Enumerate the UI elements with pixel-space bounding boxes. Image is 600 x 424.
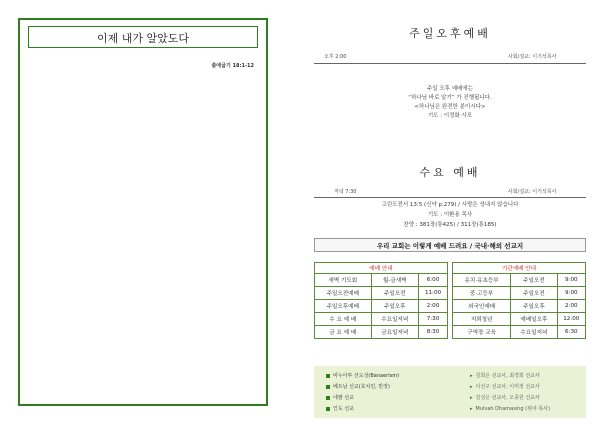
- wednesday-service-leader: 사회/설교: 이기석목사: [508, 189, 557, 195]
- sermon-paragraph: [30, 350, 258, 386]
- afternoon-line-2: “하나님 바로 알기” 가 진행됩니다.: [408, 95, 492, 101]
- mission-field-label: 베트남 선교(호치민, 반장): [333, 384, 390, 390]
- service-time: 2:00: [557, 300, 585, 313]
- mission-item: [320, 383, 586, 390]
- mission-field-label: 인도 선교: [333, 406, 354, 412]
- service-day: 예배일오후: [511, 313, 557, 326]
- service-time: 7:30: [419, 313, 448, 326]
- arrow-icon: ▸: [470, 406, 473, 412]
- arrow-icon: ▸: [470, 384, 473, 390]
- group-row: [453, 300, 586, 313]
- group-row: [453, 313, 586, 326]
- square-bullet-icon: [326, 407, 330, 411]
- mission-field: [326, 405, 354, 412]
- service-day: 주일오후: [371, 300, 418, 313]
- mission-field: [326, 372, 399, 379]
- service-time: 9:00: [557, 274, 585, 287]
- service-day: 주일오후: [511, 300, 557, 313]
- sermon-paragraph: [30, 278, 258, 310]
- service-name: 중·고등부: [453, 287, 511, 300]
- afternoon-line-3: <하나님은 완전한 분이시다>: [414, 104, 486, 110]
- mission-item: [320, 405, 586, 412]
- mission-list: [314, 366, 586, 418]
- worship-row: [315, 313, 448, 326]
- square-bullet-icon: [326, 374, 330, 378]
- service-day: 월-금새벽: [371, 274, 418, 287]
- service-name: 주일오전예배: [315, 287, 372, 300]
- service-time: 8:30: [419, 326, 448, 339]
- scripture-reference: 출애굽기 18:1-12: [211, 63, 254, 69]
- service-day: 수요일저녁: [371, 313, 418, 326]
- afternoon-service-time: 오후 2:00: [324, 54, 347, 60]
- missionary-names: Mulvah Dhamasing (위야 목사): [475, 406, 550, 412]
- arrow-icon: ▸: [470, 395, 473, 401]
- service-time: 12:00: [557, 313, 585, 326]
- sermon-paragraph: [30, 184, 258, 226]
- sermon-paragraph: [30, 228, 258, 276]
- missionaries: [470, 383, 540, 390]
- mission-field-label: 바누아투 선도성(Banaerism): [333, 373, 400, 379]
- worship-banner: [314, 238, 586, 252]
- service-name: 주일오후예배: [315, 300, 372, 313]
- wednesday-scripture: 고린도전서 13:5 (신약 p.279) / 사랑은 성내지 않습니다: [381, 202, 519, 208]
- service-day: 주일오전: [511, 287, 557, 300]
- afternoon-service-title: 주일오후예배: [409, 27, 491, 40]
- square-bullet-icon: [326, 385, 330, 389]
- service-time: 6:00: [419, 274, 448, 287]
- worship-info-panel: [300, 0, 600, 424]
- service-name: 금 요 예 배: [315, 326, 372, 339]
- service-time: 11:00: [419, 287, 448, 300]
- sermon-paragraph: [30, 106, 258, 182]
- wednesday-service-time: 저녁 7:30: [334, 189, 357, 195]
- wednesday-prayer: 기도 : 이환용 목사: [427, 212, 473, 218]
- service-day: 주일오전: [371, 287, 418, 300]
- service-day: 수요일저녁: [511, 326, 557, 339]
- sermon-title-box: [28, 26, 258, 48]
- service-name: 외국인예배: [453, 300, 511, 313]
- missionaries: [470, 372, 540, 379]
- afternoon-service-leader: 사회/설교: 이기석목사: [508, 54, 557, 60]
- banner-text: 우리 교회는 이렇게 예배 드려요 / 국내·해외 선교지: [376, 242, 524, 250]
- square-bullet-icon: [326, 396, 330, 400]
- group-row: [453, 326, 586, 339]
- group-row: [453, 287, 586, 300]
- service-day: 금요일저녁: [371, 326, 418, 339]
- service-time: 9:00: [557, 287, 585, 300]
- divider: [314, 197, 586, 198]
- missionaries: [470, 394, 540, 401]
- sermon-panel: [18, 18, 268, 406]
- afternoon-line-1: 주일 오후 예배에는: [426, 86, 473, 92]
- worship-row: [315, 326, 448, 339]
- mission-field: [326, 383, 390, 390]
- missionary-names: 김희은 선교사, 최경희 선교사: [475, 373, 540, 379]
- arrow-icon: ▸: [470, 373, 473, 379]
- afternoon-prayer: 기도 : 이정화 사모: [427, 113, 473, 119]
- service-day: 주일오전: [511, 274, 557, 287]
- wednesday-service-title: 수요 예배: [419, 166, 481, 179]
- service-name: 구역장 교육: [453, 326, 511, 339]
- service-time: 6:30: [557, 326, 585, 339]
- service-time: 2:00: [419, 300, 448, 313]
- group-schedule-table: [452, 262, 586, 339]
- service-name: 새벽 기도회: [315, 274, 372, 287]
- service-name: 지뢰청년: [453, 313, 511, 326]
- mission-field-label: 네팔 선교: [333, 395, 354, 401]
- worship-table-header: 예배 안내: [315, 263, 448, 274]
- service-name: 수 요 예 배: [315, 313, 372, 326]
- mission-field: [326, 394, 354, 401]
- mission-item: [320, 394, 586, 401]
- group-table-header: 기관예배 안내: [453, 263, 586, 274]
- sermon-paragraph: [30, 72, 258, 104]
- missionary-names: 이선구 선교사, 이미정 선교사: [475, 384, 540, 390]
- worship-row: [315, 300, 448, 313]
- group-row: [453, 274, 586, 287]
- worship-schedule-table: [314, 262, 448, 339]
- mission-item: [320, 372, 586, 379]
- missionary-names: 김성은 선교사, 오종원 선교사: [475, 395, 540, 401]
- worship-row: [315, 287, 448, 300]
- worship-row: [315, 274, 448, 287]
- divider: [314, 63, 586, 64]
- wednesday-hymns: 찬양 : 381장(통425) / 311장(통185): [403, 222, 497, 228]
- service-name: 유치·유초등부: [453, 274, 511, 287]
- sermon-paragraph: [30, 312, 258, 348]
- sermon-title: 이제 내가 알았도다: [96, 32, 189, 45]
- missionaries: [470, 405, 550, 412]
